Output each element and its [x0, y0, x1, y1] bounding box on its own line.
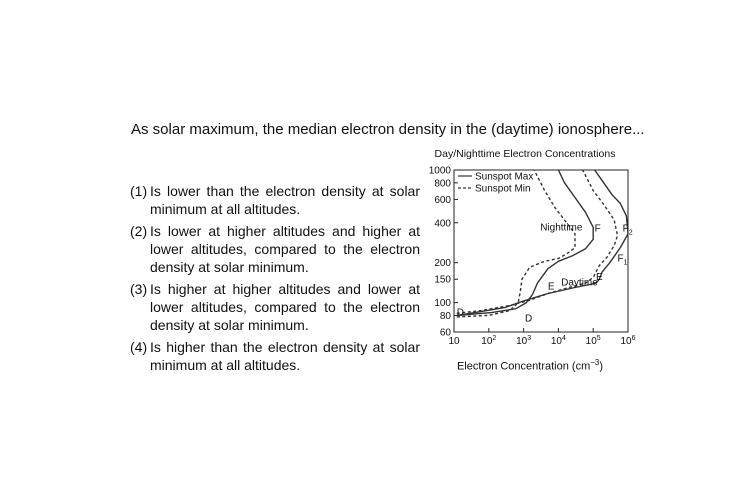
y-tick-label: 60	[439, 327, 451, 339]
option-number: (3)	[130, 281, 148, 297]
legend-label: Sunspot Max	[475, 171, 534, 183]
layer-label: D	[456, 307, 464, 319]
layer-label: $F_1$	[617, 253, 628, 267]
x-tick-label: 10	[448, 336, 460, 347]
option-1[interactable]	[130, 182, 420, 218]
answer-options	[130, 182, 420, 378]
curve-label: Daytime	[561, 277, 598, 289]
option-2[interactable]	[130, 222, 420, 276]
y-tick-label: 800	[434, 178, 451, 190]
x-tick-label: $10^3$	[516, 335, 532, 347]
layer-label: E	[547, 281, 555, 293]
y-tick-label: 80	[439, 310, 451, 322]
x-tick-exponent: 2	[492, 335, 497, 342]
option-text: Is higher than the electron density at solar minimum at all altitudes.	[150, 339, 420, 373]
x-axis-label-close: )	[599, 360, 604, 373]
option-number: (4)	[130, 339, 148, 355]
y-tick-label: 1000	[428, 165, 451, 177]
layer-label: D	[525, 313, 533, 325]
y-tick-label: 400	[434, 218, 451, 230]
layer-subscript: 1	[623, 259, 628, 267]
layer-label: F	[594, 223, 601, 235]
chart-legend	[458, 172, 533, 195]
x-tick-exponent: 4	[562, 335, 566, 342]
legend-label: Sunspot Min	[475, 183, 531, 195]
figure-title: Day/Nighttime Electron Concentrations	[434, 148, 616, 160]
x-tick-label: $10^2$	[481, 335, 497, 347]
y-tick-label: 600	[434, 194, 451, 206]
y-tick-label: 100	[434, 298, 451, 310]
option-number: (2)	[130, 223, 148, 239]
layer-subscript: 2	[628, 229, 633, 237]
x-tick-exponent: 3	[527, 335, 532, 342]
option-text: Is lower than the electron density at solar minimum at all altitudes.	[150, 183, 420, 217]
option-4[interactable]	[130, 338, 420, 374]
x-tick-label: $10^4$	[550, 335, 566, 347]
option-text: Is lower at higher altitudes and higher at lower altitudes, compared to the electron density at solar minimum.	[150, 223, 420, 275]
x-tick-exponent: 6	[631, 335, 636, 342]
layer-label: $F_2$	[622, 223, 633, 237]
x-tick-label: $10^5$	[585, 335, 601, 347]
option-3[interactable]	[130, 280, 420, 334]
question-text: As solar maximum, the median electron density in the (daytime) ionosphere...	[131, 121, 645, 138]
layer-label: E	[595, 272, 603, 284]
x-axis-label-exponent: −3	[590, 358, 600, 367]
x-tick-exponent: 5	[596, 335, 601, 342]
option-text: Is higher at higher altitudes and lower at lower altitudes, compared to the electron density at solar minimum.	[150, 281, 420, 333]
y-tick-label: 200	[434, 258, 451, 270]
x-tick-label: $10^6$	[620, 335, 636, 347]
x-axis-label	[440, 358, 620, 373]
electron-density-chart	[420, 158, 640, 358]
y-tick-label: 150	[434, 274, 451, 286]
curve-label: Nighttime	[540, 222, 583, 234]
x-axis-label-main: Electron Concentration (cm	[456, 360, 591, 373]
option-number: (1)	[130, 183, 148, 199]
